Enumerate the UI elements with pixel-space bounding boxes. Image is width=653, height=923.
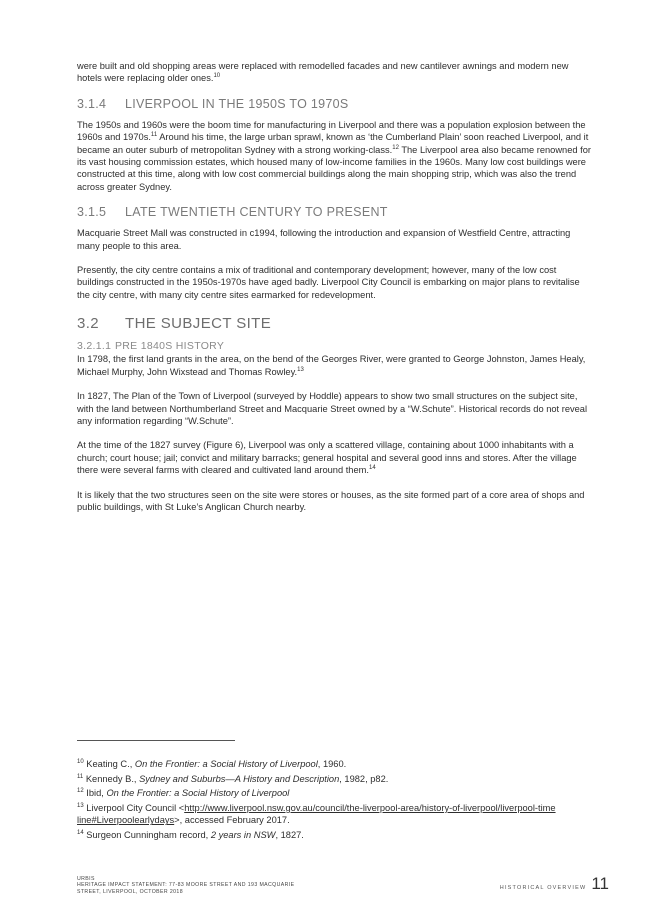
paragraph-present: Presently, the city centre contains a mix of traditional and contemporary development; however, many of the low cost buildings constructed in the 1950s-1970s have aged badly. Liverpool City Council is embarking on major plans to revitalise the city centre, with many city centre sites earmarked for redevelopment. [77, 265, 580, 300]
footnote-14: $^{14}$ Surgeon Cunningham record, 2 years in NSW, 1827. [77, 829, 304, 840]
footer-section-label: HISTORICAL OVERVIEW [499, 885, 587, 891]
footnote-ref[interactable]: 10 [213, 73, 221, 80]
section-heading-3-2-1-1: 3.2.1.1 PRE 1840S HISTORY [77, 340, 225, 353]
footer-page-info [500, 874, 609, 894]
section-heading-3-1-5: 3.1.5 LATE TWENTIETH CENTURY TO PRESENT [77, 205, 388, 220]
footer-title: HERITAGE IMPACT STATEMENT: 77-83 MOORE STREET AND 193 MACQUARIE [77, 882, 295, 889]
footnote-divider [77, 740, 235, 741]
paragraph-1950s: The 1950s and 1960s were the boom time for manufacturing in Liverpool and there was a population explosion between the 1960s and 1970s.$^{11}$ Around his time, the large urban sprawl, known as ‘the Cumberland Plain’ soon reached Liverpool, and it became an outer suburb of metropolitan Sydney with a strong working-class.$^{12}$ The Liverpool area also became renowned for its vast housing commission estates, which housed many of low-income families in the 1960s. Many low cost buildings were constructed at this time, along with low cost commercial buildings along the main shopping strip, which was also the trend across greater Sydney. [77, 119, 592, 192]
footer-document-info [77, 876, 294, 895]
footnote-10: $^{10}$ Keating C., On the Frontier: a Social History of Liverpool, 1960. [77, 758, 347, 769]
footnote-13: $^{13}$ Liverpool City Council <http://www.liverpool.nsw.gov.au/council/the-liverpool-area/history-of-liverpool/liverpool-timeline#Liverpoolearlydays>, accessed February 2017. [77, 802, 556, 826]
section-heading-3-2: 3.2 THE SUBJECT SITE [77, 315, 272, 333]
paragraph-1827-plan: In 1827, The Plan of the Town of Liverpool (surveyed by Hoddle) appears to show two small structures on the subject site, with the land between Northumberland Street and Macquarie Street owned by a “W.Schute”. Historical records do not reveal any information regarding “W.Schute”. [77, 391, 588, 426]
footer-company: URBIS [77, 876, 95, 882]
paragraph-land-grants: In 1798, the first land grants in the area, on the bend of the Georges River, were granted to George Johnston, James Healy, Michael Murphy, John Wixstead and Thomas Rowley.$^{13}$ [77, 354, 586, 377]
footnote-11: $^{11}$ Kennedy B., Sydney and Suburbs—A History and Description, 1982, p82. [77, 773, 389, 784]
footnote-ref[interactable]: 13 [297, 366, 304, 373]
document-body [77, 60, 592, 513]
footnote-ref[interactable]: 11 [150, 132, 158, 139]
footnotes [77, 758, 557, 844]
footnote-link[interactable]: http://www.liverpool.nsw.gov.au/council/the-liverpool-area/history-of-liverpool/liverpool-timeline#Liverpoolearlydays [77, 802, 556, 826]
footnote-12: $^{12}$ Ibid, On the Frontier: a Social History of Liverpool [77, 788, 290, 799]
paragraph-mall: Macquarie Street Mall was constructed in c1994, following the introduction and expansion of Westfield Centre, attracting many people to this area. [77, 228, 571, 251]
paragraph-1827-survey: At the time of the 1827 survey (Figure 6), Liverpool was only a scattered village, containing about 1000 inhabitants with a church; court house; jail; convict and military barracks; general hospital and several good inns and stores. After the village there were several farms with cleared and cultivated land around them.$^{14}$ [77, 440, 577, 476]
page-number: 11 [591, 874, 609, 893]
intro-paragraph: were built and old shopping areas were replaced with remodelled facades and new cantilever awnings and modern new hotels were replacing older ones.$^{10}$ [77, 61, 569, 84]
footnote-ref[interactable]: 12 [392, 144, 399, 151]
footnote-ref[interactable]: 14 [368, 465, 376, 472]
paragraph-structures: It is likely that the two structures seen on the site were stores or houses, as the site formed part of a core area of shops and public buildings, with St Luke’s Anglican Church nearby. [77, 489, 585, 512]
section-heading-3-1-4: 3.1.4 LIVERPOOL IN THE 1950S TO 1970S [77, 96, 349, 111]
footer-subtitle: STREET, LIVERPOOL, OCTOBER 2018 [77, 888, 183, 895]
